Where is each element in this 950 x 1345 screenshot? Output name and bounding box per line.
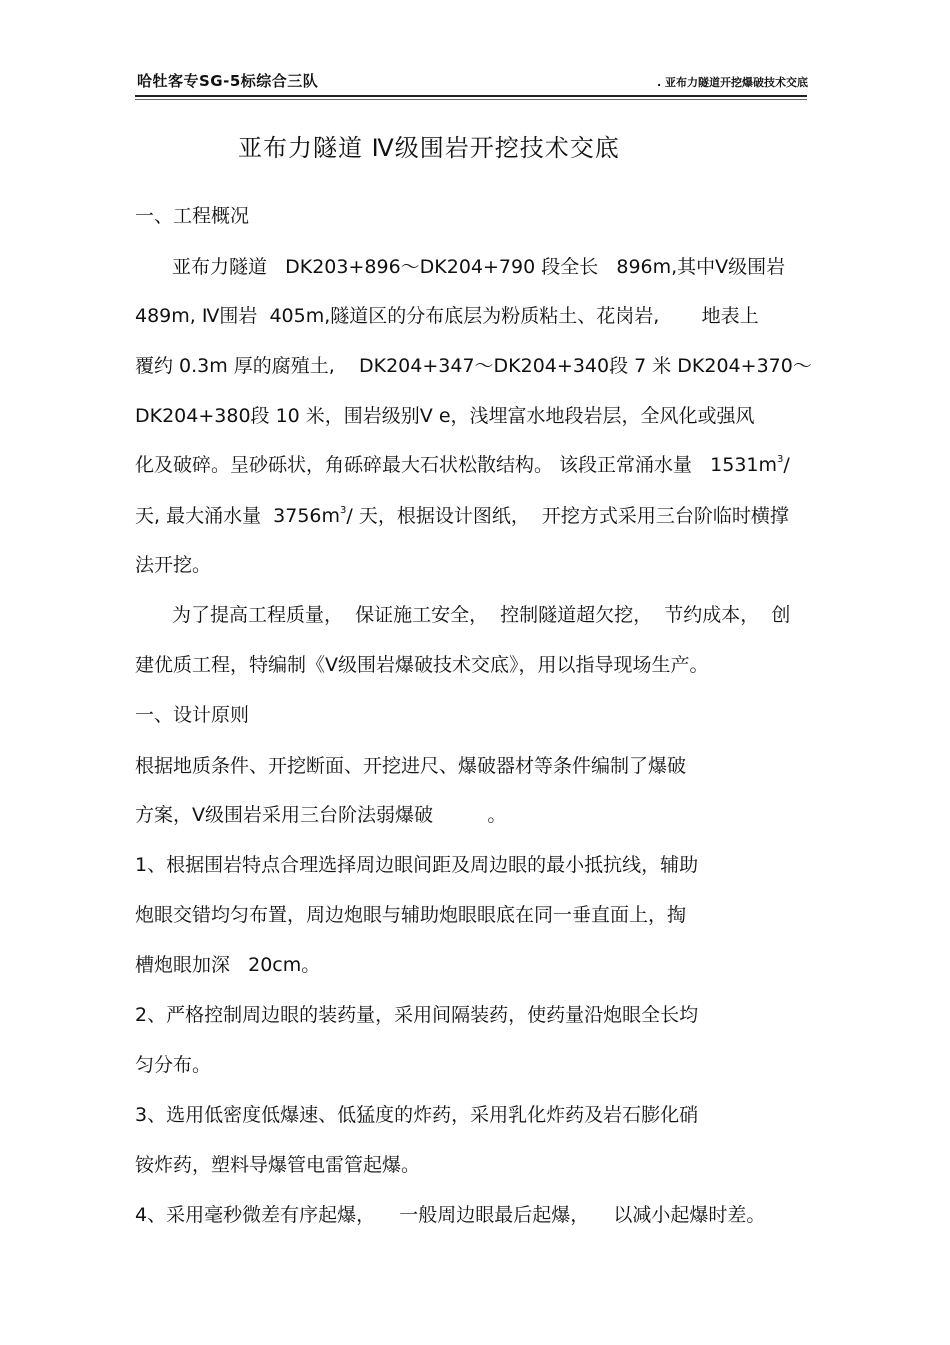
paragraph-line	[135, 456, 790, 475]
header-right-text: . 亚布力隧道开挖爆破技术交底	[656, 76, 808, 89]
list-item-4: 4、采用毫秒微差有序起爆， 一般周边眼最后起爆， 以减小起爆时差。	[135, 1204, 766, 1226]
list-item-1-cont: 炮眼交错均匀布置，周边炮眼与辅助炮眼眼底在同一垂直面上，掏	[135, 904, 687, 926]
paragraph-text: 化及破碎。呈砂砾状，角砾碎最大石状松散结构。 该段正常涌水量 1531m	[135, 454, 778, 476]
list-item-2: 2、严格控制周边眼的装药量，采用间隔装药，使药量沿炮眼全长均	[135, 1004, 699, 1026]
paragraph-line: 建优质工程，特编制《Ⅴ级围岩爆破技术交底》，用以指导现场生产。	[135, 654, 709, 676]
paragraph-text: 天, 最大涌水量 3756m	[135, 505, 341, 527]
header-divider	[135, 95, 807, 97]
list-item-3: 3、选用低密度低爆速、低猛度的炸药，采用乳化炸药及岩石膨化硝	[135, 1104, 699, 1126]
paragraph-text-tail: / 天，根据设计图纸， 开挖方式采用三台阶临时横撑	[346, 505, 789, 527]
list-item-3-cont: 铵炸药，塑料导爆管电雷管起爆。	[135, 1154, 421, 1176]
superscript-3: 3	[777, 454, 784, 465]
paragraph-line: 亚布力隧道 DK203+896～DK204+790 段全长 896m,其中Ⅴ级围岩	[172, 256, 786, 278]
header-divider-thin	[135, 99, 807, 100]
list-item-1-cont: 槽炮眼加深 20cm。	[135, 954, 321, 976]
document-title: 亚布力隧道 Ⅳ级围岩开挖技术交底	[238, 134, 620, 162]
paragraph-line: 为了提高工程质量， 保证施工安全， 控制隧道超欠挖， 节约成本， 创	[172, 604, 791, 626]
paragraph-line: 法开挖。	[135, 554, 212, 576]
section-heading-design: 一、设计原则	[135, 704, 250, 726]
paragraph-line: 覆约 0.3m 厚的腐殖土, DK204+347～DK204+340段 7 米 DK204+370～	[135, 355, 812, 377]
header-left-text: 哈牡客专SG-5标综合三队	[137, 72, 319, 90]
superscript-3: 3	[340, 505, 347, 516]
paragraph-line: DK204+380段 10 米，围岩级别Ⅴ e，浅埋富水地段岩层，全风化或强风	[135, 405, 755, 427]
paragraph-line: 489m, Ⅳ围岩 405m,隧道区的分布底层为粉质粘土、花岗岩, 地表上	[135, 305, 759, 327]
list-item-2-cont: 匀分布。	[135, 1054, 212, 1076]
list-item-1: 1、根据围岩特点合理选择周边眼间距及周边眼的最小抵抗线，辅助	[135, 854, 699, 876]
paragraph-line	[135, 507, 789, 526]
paragraph-line: 方案，Ⅴ级围岩采用三台阶法弱爆破 。	[135, 804, 507, 826]
section-heading-overview: 一、工程概况	[135, 205, 250, 227]
paragraph-line: 根据地质条件、开挖断面、开挖进尺、爆破器材等条件编制了爆破	[135, 755, 687, 777]
paragraph-text-tail: /	[783, 454, 790, 476]
